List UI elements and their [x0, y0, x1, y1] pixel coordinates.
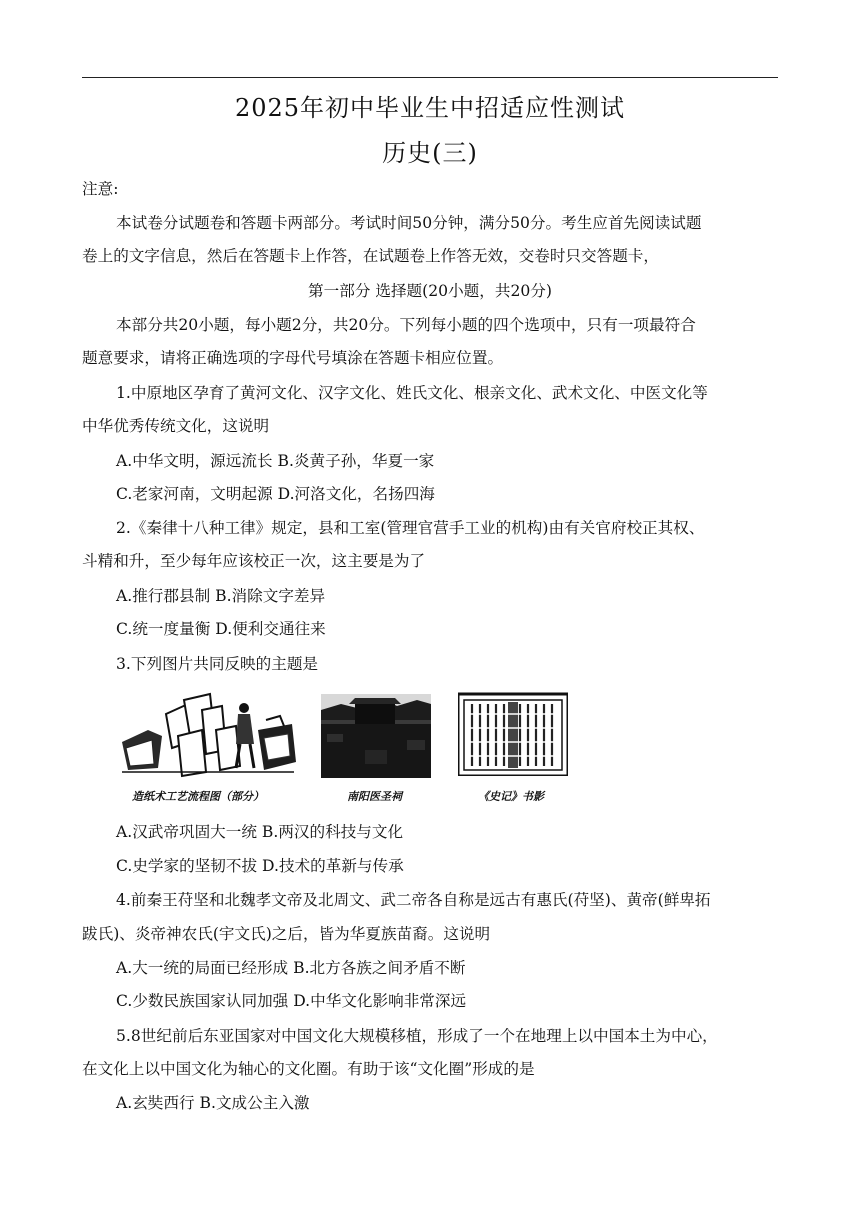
q1-stem-2: 中华优秀传统文化，这说明 [82, 417, 270, 435]
q5-options-ab: A.玄奘西行 B.文成公主入激 [116, 1094, 310, 1112]
q1-stem-1: 1.中原地区孕育了黄河文化、汉字文化、姓氏文化、根亲文化、武术文化、中医文化等 [116, 384, 708, 402]
header-rule [82, 77, 778, 78]
notice-line-2: 卷上的文字信息，然后在答题卡上作答，在试题卷上作答无效，交卷时只交答题卡， [82, 247, 659, 265]
q4-stem-2: 跋氏)、炎帝神农氏(宇文氏)之后，皆为华夏族苗裔。这说明 [82, 925, 491, 943]
notice-line-1: 本试卷分试题卷和答题卡两部分。考试时间50分钟，满分50分。考生应首先阅读试题 [116, 214, 702, 232]
notice-label: 注意: [82, 180, 119, 198]
q5-stem-2: 在文化上以中国文化为轴心的文化圈。有助于该“文化圈”形成的是 [82, 1060, 535, 1078]
q3-stem: 3.下列图片共同反映的主题是 [116, 655, 319, 673]
caption-papermaking: 造纸术工艺流程图（部分） [132, 790, 264, 803]
q2-stem-2: 斗精和升，至少每年应该校正一次，这主要是为了 [82, 552, 426, 570]
q2-stem-1: 2.《秦律十八种工律》规定，县和工室(管理官营手工业的机构)由有关官府校正其权、 [116, 519, 705, 537]
q5-stem-1: 5.8世纪前后东亚国家对中国文化大规模移植，形成了一个在地理上以中国本土为中心， [116, 1027, 718, 1045]
q3-options-ab: A.汉武帝巩固大一统 B.两汉的科技与文化 [116, 823, 404, 841]
q4-stem-1: 4.前秦王苻坚和北魏孝文帝及北周文、武二帝各自称是远古有惠氏(苻坚)、黄帝(鲜卑拓 [116, 891, 711, 909]
q2-options-ab: A.推行郡县制 B.消除文字差异 [116, 587, 326, 605]
section-intro-2: 题意要求，请将正确选项的字母代号填涂在答题卡相应位置。 [82, 349, 504, 367]
caption-nanyang-shrine: 南阳医圣祠 [347, 790, 402, 803]
q1-options-cd: C.老家河南，文明起源 D.河洛文化，名扬四海 [116, 485, 435, 503]
q3-options-cd: C.史学家的坚韧不拔 D.技术的革新与传承 [116, 857, 404, 875]
caption-shiji: 《史记》书影 [478, 790, 544, 803]
nanyang-shrine-photo [321, 690, 431, 802]
shiji-book-image [458, 690, 568, 802]
papermaking-illustration [118, 690, 298, 802]
section-intro-1: 本部分共20小题，每小题2分，共20分。下列每小题的四个选项中，只有一项最符合 [116, 316, 696, 334]
q1-options-ab: A.中华文明，源远流长 B.炎黄子孙，华夏一家 [116, 452, 435, 470]
section-heading: 第一部分 选择题(20小题，共20分) [308, 282, 552, 300]
exam-subject: 历史(三) [382, 139, 478, 167]
exam-title: 2025年初中毕业生中招适应性测试 [234, 94, 626, 122]
q4-options-cd: C.少数民族国家认同加强 D.中华文化影响非常深远 [116, 992, 467, 1010]
q4-options-ab: A.大一统的局面已经形成 B.北方各族之间矛盾不断 [116, 959, 466, 977]
q2-options-cd: C.统一度量衡 D.便利交通往来 [116, 620, 326, 638]
